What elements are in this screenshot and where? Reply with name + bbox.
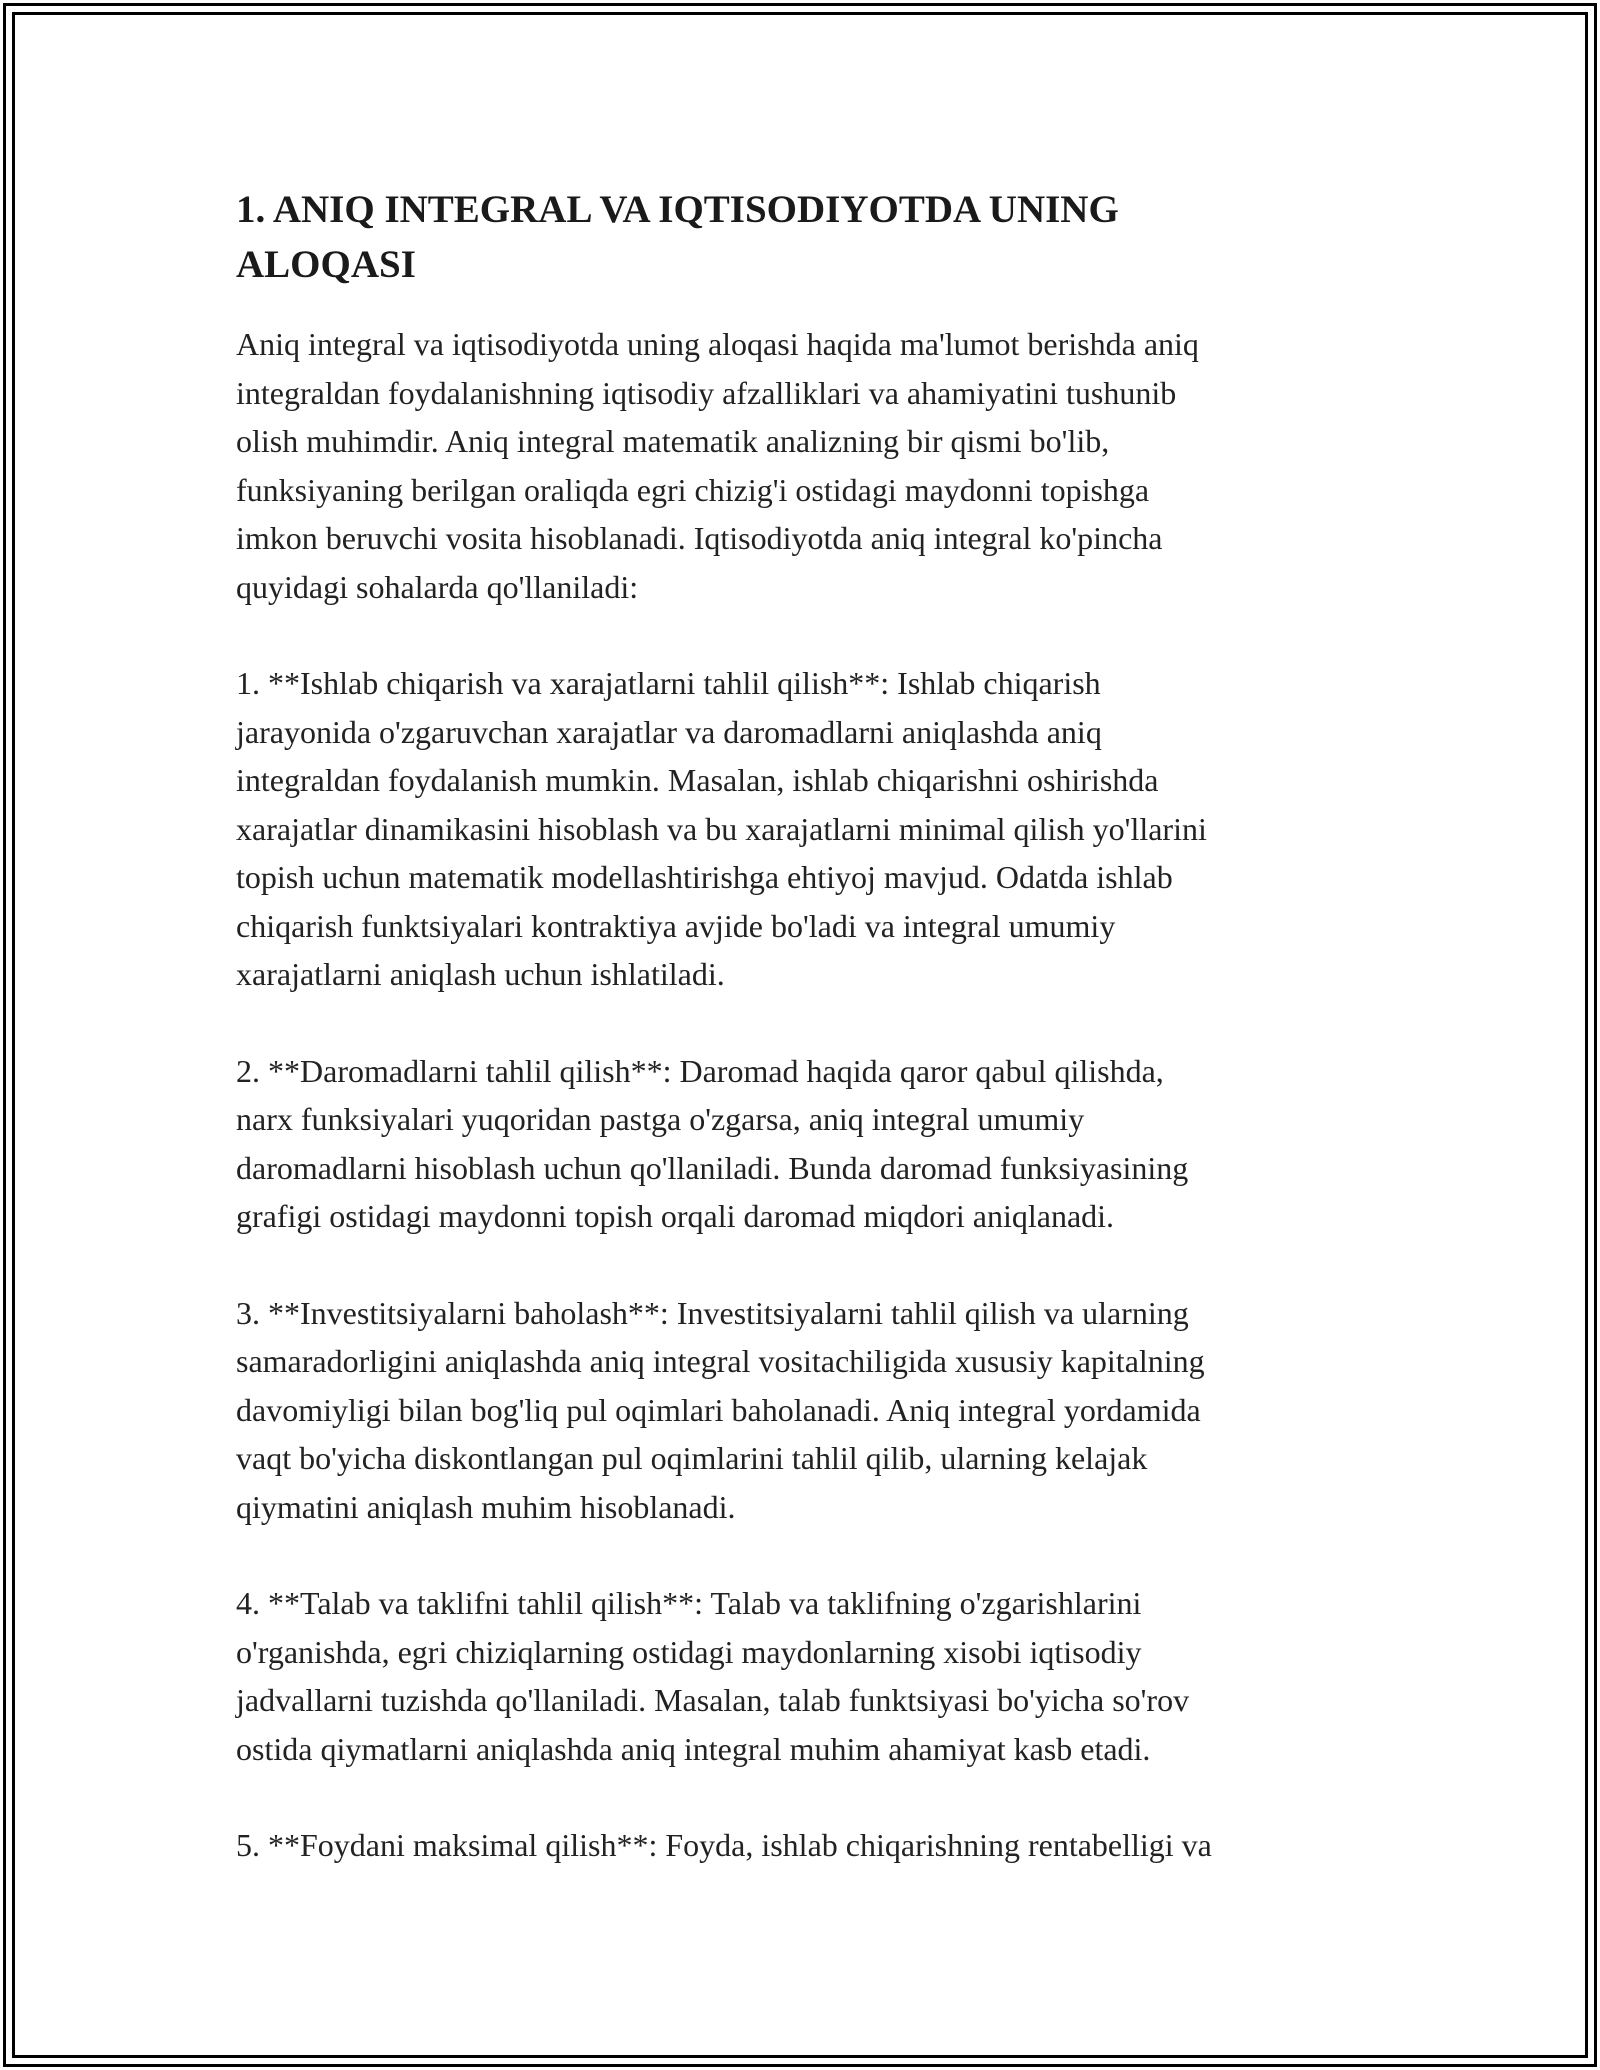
list-item-investment-valuation: 3. **Investitsiyalarni baholash**: Investitsiyalarni tahlil qilish va ularning samaradorligini aniqlashda aniq integral vositachiligida xususiy kapitalning davomiyligi bilan bog'liq pul oqimlari baholanadi. Aniq integral yordamida vaqt bo'yicha diskontlangan pul oqimlarini tahlil qilib, ularning kelajak qiymatini aniqlash muhim hisoblanadi. [236, 1294, 1205, 1525]
list-item-revenue-analysis: 2. **Daromadlarni tahlil qilish**: Daromad haqida qaror qabul qilishda, narx funksiyalari yuqoridan pastga o'zgarsa, aniq integral umumiy daromadlarni hisoblash uchun qo'llaniladi. Bunda daromad funksiyasining grafigi ostidagi maydonni topish orqali daromad miqdori aniqlanadi. [236, 1052, 1189, 1234]
document-body [236, 182, 1366, 1918]
list-item-production-costs: 1. **Ishlab chiqarish va xarajatlarni tahlil qilish**: Ishlab chiqarish jarayonida o'zgaruvchan xarajatlar va daromadlarni aniqlashda aniq integraldan foydalanish mumkin. Masalan, ishlab chiqarishni oshirishda xarajatlar dinamikasini hisoblash va bu xarajatlarni minimal qilish yo'llarini topish uchun matematik modellashtirishga ehtiyoj mavjud. Odatda ishlab chiqarish funktsiyalari kontraktiya avjide bo'ladi va integral umumiy xarajatlarni aniqlash uchun ishlatiladi. [236, 665, 1207, 992]
list-item-supply-demand: 4. **Talab va taklifni tahlil qilish**: Talab va taklifning o'zgarishlarini o'rganishda, egri chiziqlarning ostidagi maydonlarning xisobi iqtisodiy jadvallarni tuzishda qo'llaniladi. Masalan, talab funktsiyasi bo'yicha so'rov ostida qiymatlarni aniqlashda aniq integral muhim ahamiyat kasb etadi. [236, 1585, 1190, 1767]
intro-paragraph: Aniq integral va iqtisodiyotda uning aloqasi haqida ma'lumot berishda aniq integraldan foydalanishning iqtisodiy afzalliklari va ahamiyatini tushunib olish muhimdir. Aniq integral matematik analizning bir qismi bo'lib, funksiyaning berilgan oraliqda egri chizig'i ostidagi maydonni topishga imkon beruvchi vosita hisoblanadi. Iqtisodiyotda aniq integral ko'pincha quyidagi sohalarda qo'llaniladi: [236, 326, 1199, 605]
list-item-profit-maximization: 5. **Foydani maksimal qilish**: Foyda, ishlab chiqarishning rentabelligi va [236, 1827, 1212, 1863]
document-title: 1. ANIQ INTEGRAL VA IQTISODIYOTDA UNING ALOQASI [236, 188, 1119, 286]
